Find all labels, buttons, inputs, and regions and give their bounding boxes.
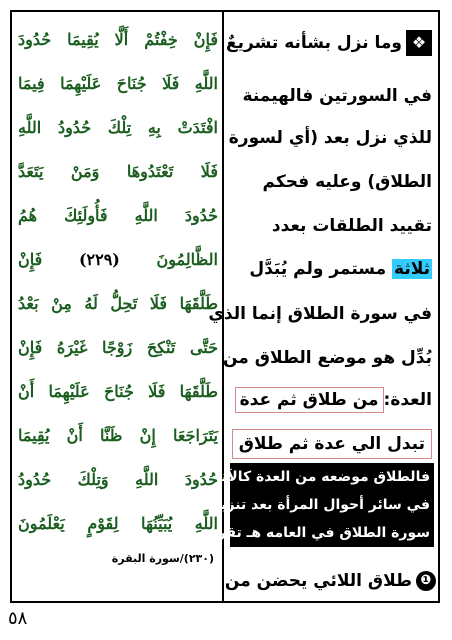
verse-line-5: حُدُودَ اللَّهِ فَأُولَئِكَ هُمُ [18,206,218,225]
commentary-line-9 [235,388,432,412]
verse-line-10: يَتَرَاجَعَا إِنْ ظَنَّا أَنْ يُقِيمَا [18,426,218,445]
commentary-line-4: الطلاق) وعليه فحكم [262,172,432,192]
verse-line-8: حَتَّى تَنْكِحَ زَوْجًا غَيْرَهُ فَإِنْ [18,338,218,357]
verse-line-6 [18,248,218,272]
note-line-1: فالطلاق موضعه من العدة كالآتي [207,469,430,485]
verse-line-3: افْتَدَتْ بِهِ تِلْكَ حُدُودُ اللَّهِ [18,118,218,137]
verse-line-7: طَلَّقَهَا فَلَا تَحِلُّ لَهُ مِنْ بَعْدُ [18,294,218,313]
verse-reference: (٢٣٠)/سورة البقرة [111,552,214,565]
commentary-line-7: في سورة الطلاق إنما الذي [208,304,432,324]
commentary-text: العدة: [383,390,432,410]
book-marker-icon: ❖ [406,30,432,56]
black-note-box [190,463,434,547]
verse-line-12: اللَّهِ يُبَيِّنُهَا لِقَوْمٍ يَعْلَمُونَ [18,514,218,533]
highlighted-word: ثلاثة [394,259,430,279]
commentary-line-5: تقييد الطلقات بعدد [271,216,432,236]
item-text: طلاق اللائي يحضن من [224,571,412,591]
verse-number: (٢٢٩) [78,250,120,269]
commentary-line-6 [249,257,432,281]
item-number-badge: ❶ [416,571,436,591]
note-line-3: سورة الطلاق في العامه هـ تقريبا : [190,525,430,541]
commentary-line-1 [226,30,432,56]
boxed-text-2: تبدل الي عدة ثم طلاق [232,429,432,459]
commentary-text: مستمر ولم يُبَدَّل [249,259,387,279]
commentary-line-8: بُدِّل هو موضع الطلاق من [223,348,432,368]
commentary-line-3: للذي نزل بعد (أي لسورة [228,128,432,148]
verse-line-2: اللَّهِ فَلَا جُنَاحَ عَلَيْهِمَا فِيمَا [18,74,218,93]
verse-line-4: فَلَا تَعْتَدُوهَا وَمَنْ يَتَعَدَّ [18,162,218,181]
verse-column [14,14,220,599]
note-line-2: في سائر أحوال المرأة بعد تنزيل [208,497,430,513]
verse-word: فَإِنْ [18,250,43,269]
list-item-1 [225,569,436,593]
verse-line-1: فَإِنْ خِفْتُمْ أَلَّا يُقِيمَا حُدُودَ [18,30,218,49]
boxed-text: من طلاق ثم عدة [235,387,384,413]
page-number: ٥٨ [8,608,28,629]
verse-word: الظَّالِمُونَ [156,250,218,269]
verse-line-11: حُدُودَ اللَّهِ وَتِلْكَ حُدُودُ [18,470,218,489]
commentary-line-10 [232,432,432,456]
verse-line-9: طَلَّقَهَا فَلَا جُنَاحَ عَلَيْهِمَا أَنْ [18,382,218,401]
commentary-text: وما نزل بشأنه تشريعٌ [226,33,402,53]
commentary-line-2: في السورتين فالهيمنة [242,86,432,106]
